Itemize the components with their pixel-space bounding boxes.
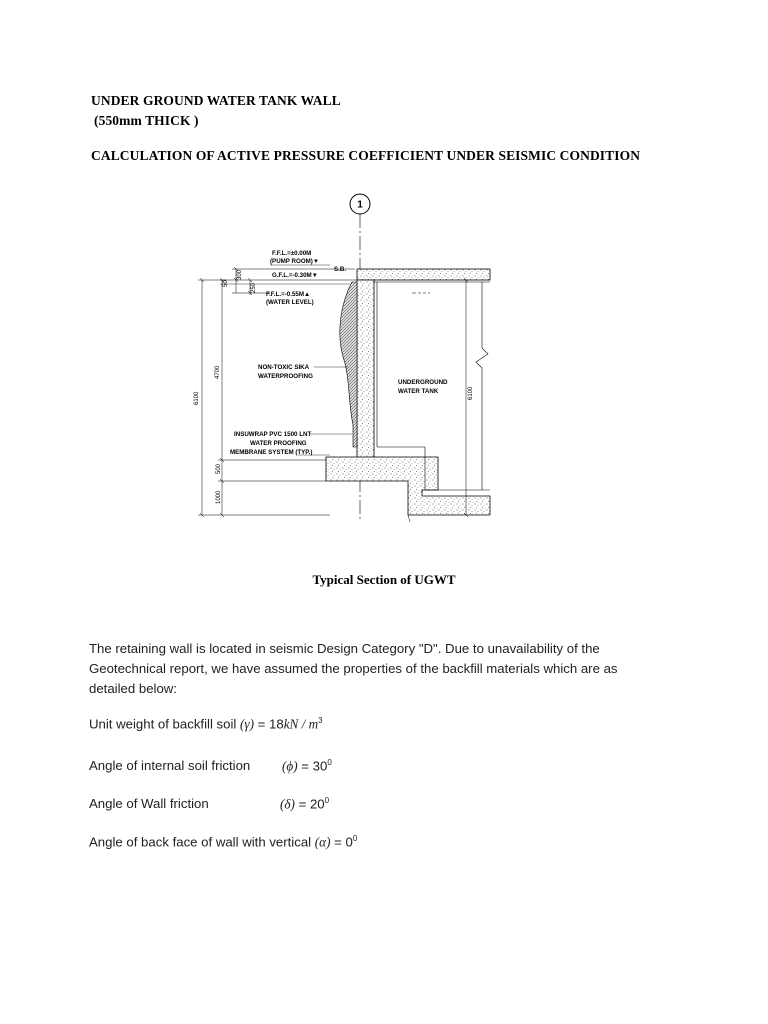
property-exponent: 0 (327, 758, 332, 767)
property-label: Unit weight of backfill soil (89, 716, 240, 732)
waterproofing-hatch (340, 282, 357, 447)
label-ffl-pump: F.F.L.=±0.00M (272, 250, 312, 257)
grid-marker-number: 1 (357, 199, 363, 211)
base-slab (326, 457, 490, 515)
property-alpha (89, 834, 357, 850)
dim-1000: 1000 (216, 490, 222, 504)
label-membrane-2: WATER PROOFING (250, 440, 307, 447)
property-unit-weight (89, 716, 323, 732)
property-label: Angle of Wall friction (89, 796, 209, 812)
label-pump-room: (PUMP ROOM)▼ (270, 258, 319, 265)
label-sika-1: NON-TOXIC SIKA (258, 364, 310, 371)
dim-6100-right: 6100 (468, 386, 474, 400)
property-value: = 18 (253, 716, 284, 732)
dim-50: 50 (223, 280, 229, 287)
label-tank-1: UNDERGROUND (398, 379, 448, 386)
document-title: UNDER GROUND WATER TANK WALL (91, 93, 341, 108)
section-title: CALCULATION OF ACTIVE PRESSURE COEFFICIENT UNDER SEISMIC CONDITION (91, 148, 641, 163)
label-sb: S.B. (334, 266, 347, 273)
top-slab (357, 269, 490, 280)
label-membrane-1: INSUWRAP PVC 1500 LNT (234, 431, 312, 438)
dim-4700: 4700 (215, 365, 221, 379)
delta-symbol: (δ) (280, 796, 295, 812)
property-value: = 0 (330, 834, 353, 850)
section-drawing (180, 185, 520, 530)
label-water-level: (WATER LEVEL) (266, 299, 314, 306)
dim-500: 500 (216, 463, 222, 474)
property-delta (89, 796, 329, 812)
property-value: = 30 (297, 758, 328, 774)
dim-6100-left: 6100 (194, 391, 200, 405)
property-label: Angle of back face of wall with vertical (89, 834, 315, 850)
alpha-symbol: (α) (314, 834, 331, 850)
tank-wall (357, 280, 374, 458)
label-membrane-3: MEMBRANE SYSTEM (TYP.) (230, 449, 313, 456)
paragraph-line: Geotechnical report, we have assumed the properties of the backfill materials which are as (89, 661, 618, 676)
property-exponent: 0 (352, 834, 358, 843)
property-label: Angle of internal soil friction (89, 758, 251, 774)
label-ffl-water: F.F.L.=-0.55M▲ (266, 291, 311, 298)
property-exponent: 3 (318, 716, 323, 725)
phi-symbol: (ϕ) (282, 758, 298, 774)
label-gfl: G.F.L.=-0.30M▼ (272, 272, 318, 279)
label-tank-2: WATER TANK (398, 388, 439, 395)
paragraph-line: detailed below: (89, 681, 177, 696)
property-value: = 20 (294, 796, 325, 812)
document-subtitle: (550mm THICK ) (94, 113, 199, 128)
figure-caption: Typical Section of UGWT (312, 572, 456, 587)
property-exponent: 0 (324, 796, 330, 805)
gamma-symbol: (γ) (240, 716, 254, 732)
label-sika-2: WATERPROOFING (258, 373, 313, 380)
dim-250: 250 (251, 282, 257, 293)
intro-paragraph (89, 639, 709, 699)
property-unit: kN / m (283, 716, 319, 732)
dim-300: 300 (237, 269, 243, 280)
paragraph-line: The retaining wall is located in seismic Design Category "D". Due to unavailability of the (89, 641, 600, 656)
property-phi (89, 758, 332, 774)
